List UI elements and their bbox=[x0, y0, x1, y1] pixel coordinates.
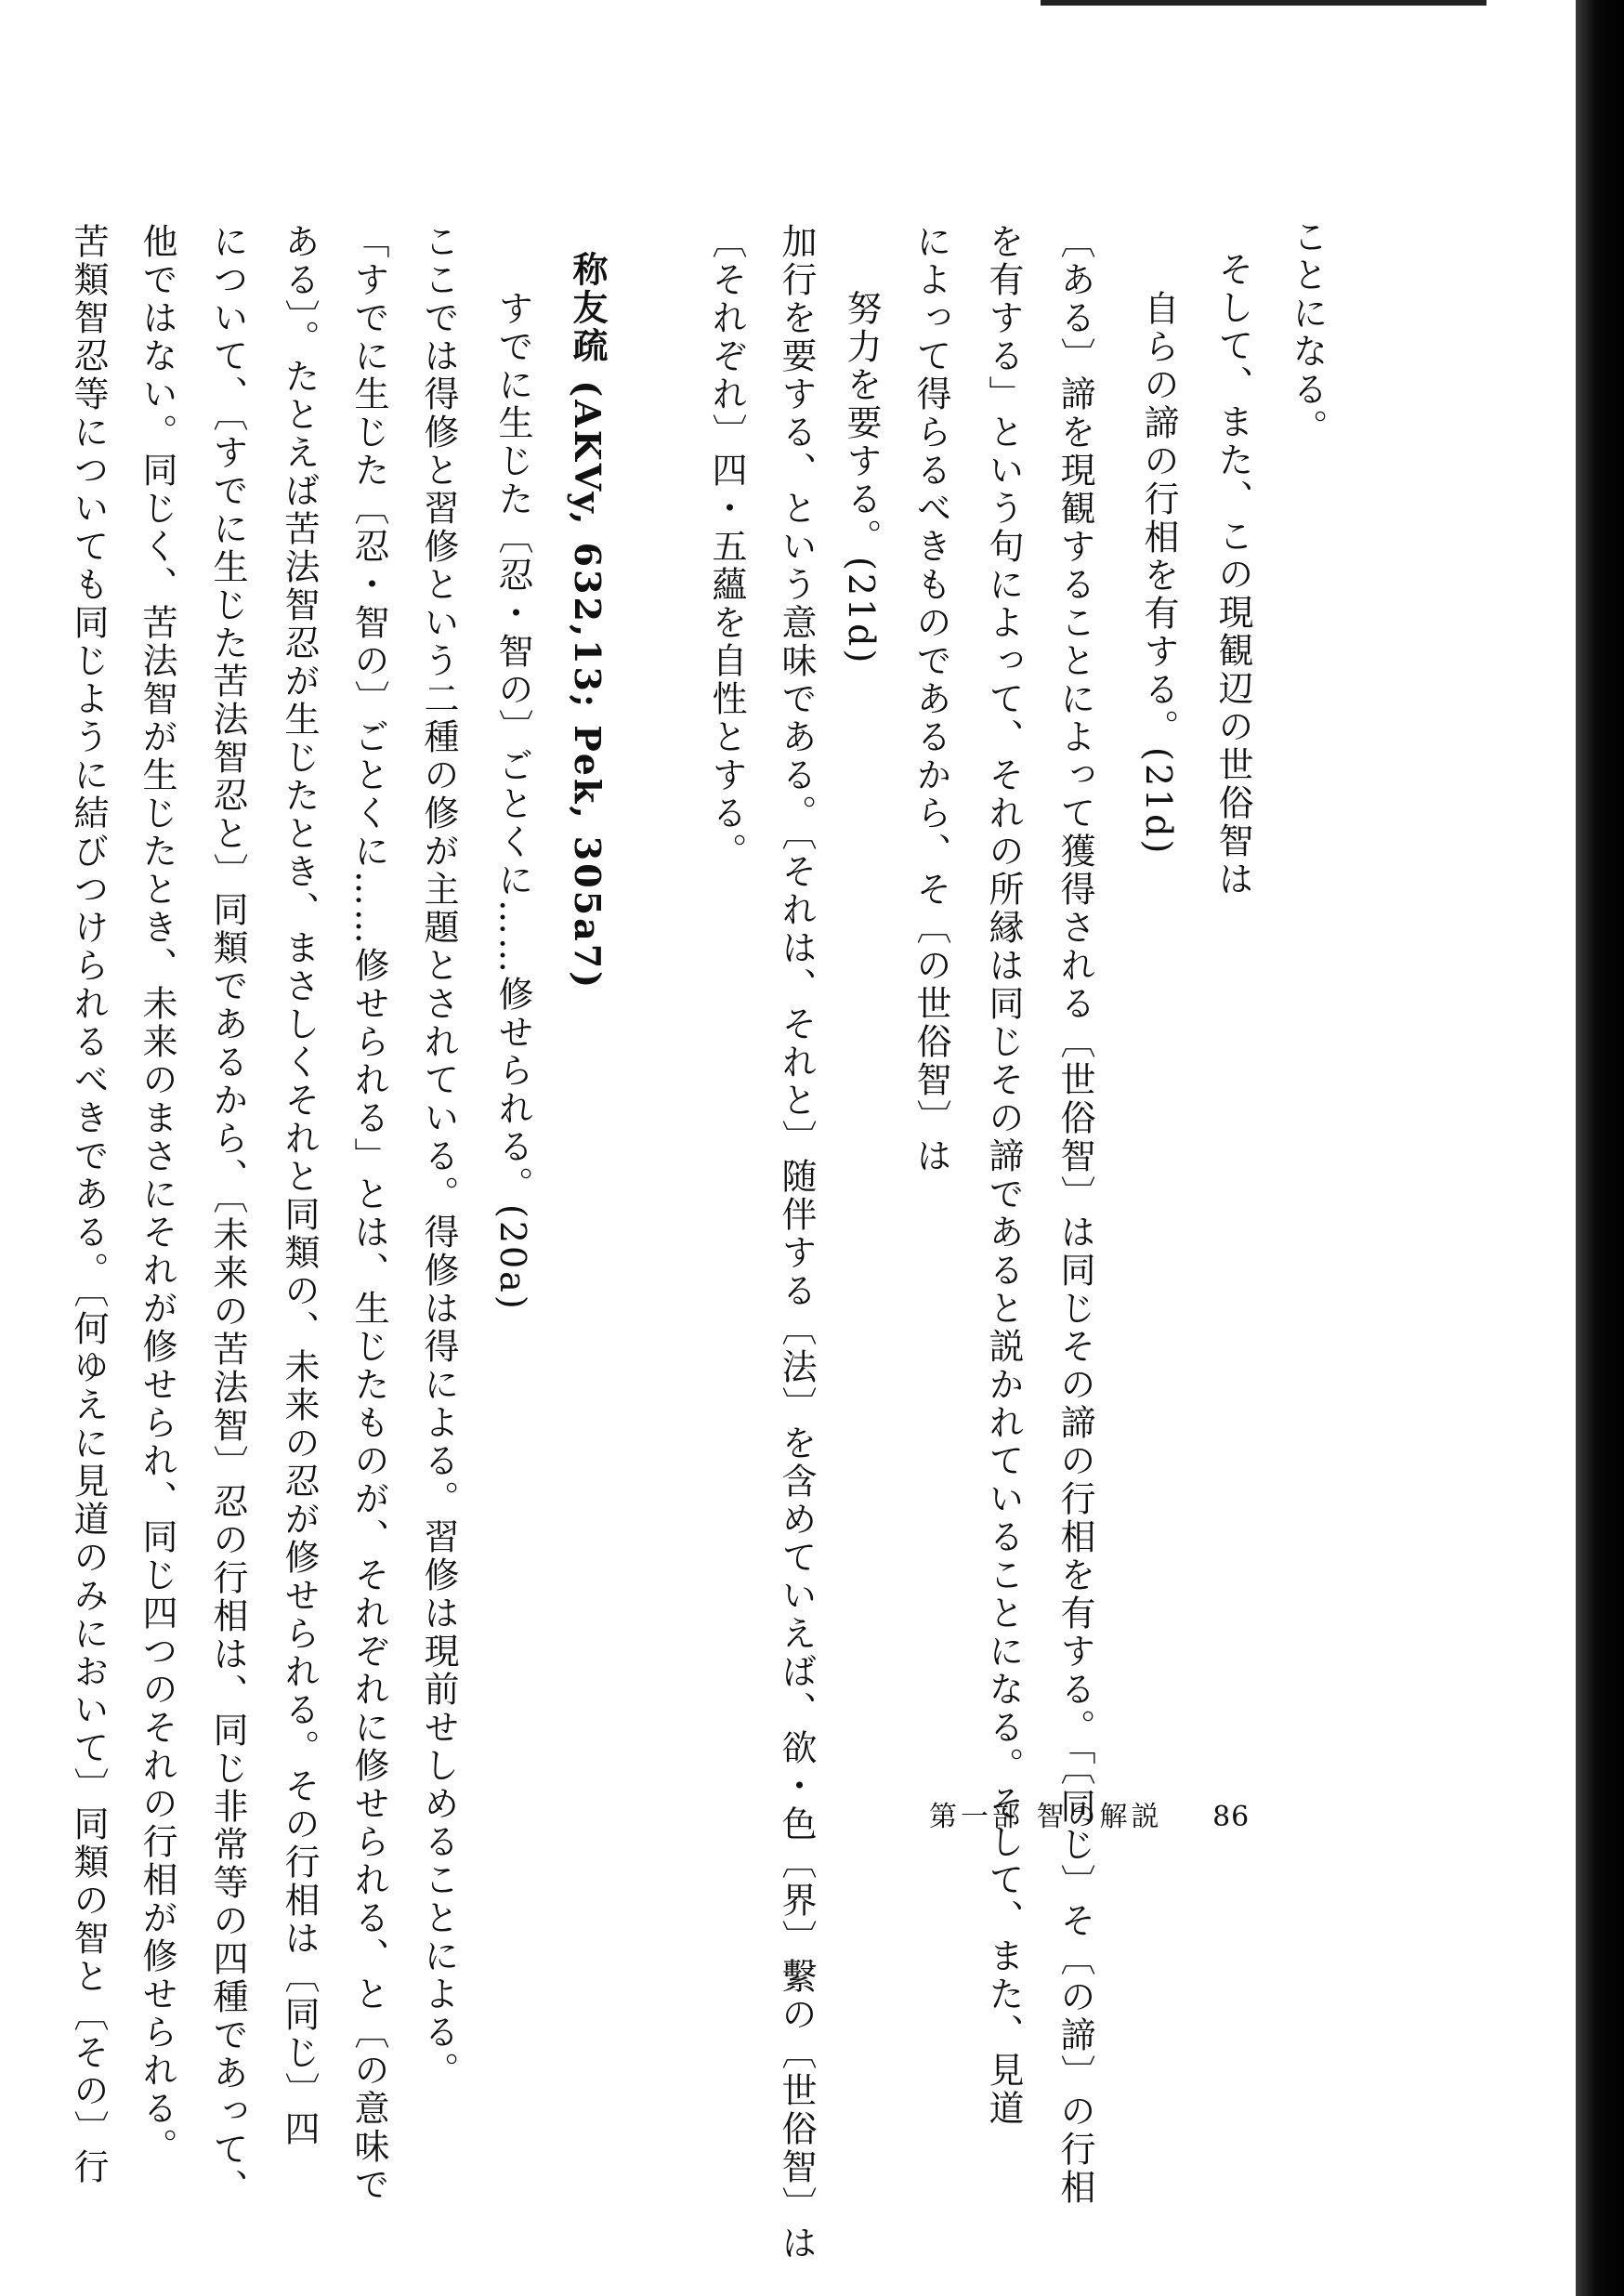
text-line: 自らの諦の行相を有する。(21d) bbox=[1138, 290, 1179, 857]
text-line: ある〕。たとえば苦法智忍が生じたとき、まさしくそれと同類の、未来の忍が修せられる。その行相は〔同じ〕四 bbox=[279, 223, 320, 2148]
scan-top-shadow bbox=[1041, 0, 1486, 6]
text-line: そして、また、この現観辺の世俗智は bbox=[1212, 251, 1253, 899]
page-number: 86 bbox=[1212, 1801, 1251, 1833]
text-line: 加行を要する、という意味である。〔それは、それと〕随伴する〔法〕を含めていえば、欲・色〔界〕繫の〔世俗智〕は bbox=[776, 223, 817, 2263]
text-line: 苦類智忍等についても同じように結びつけられるべきである。〔何ゆえに見道のみにおいて〕同類の智と〔その〕行 bbox=[68, 223, 109, 2186]
text-line: を有する」という句によって、それの所縁は同じその諦であると説かれていることになる。そして、また、見道 bbox=[983, 223, 1024, 2128]
section-heading: 称友疏 (AKVy, 632,13; Pek, 305a7) bbox=[567, 251, 609, 991]
text-line: すでに生じた〔忍・智の〕ごとくに……修せられる。(20a) bbox=[492, 290, 533, 1312]
text-line: ここでは得修と習修という二種の修が主題とされている。得修は得による。習修は現前せしめることによる。 bbox=[418, 223, 459, 2090]
text-line: によって得らるべきものであるから、そ〔の世俗智〕は bbox=[910, 223, 951, 1175]
text-line: 「すでに生じた〔忍・智の〕ごとくに……修せられる」とは、生じたものが、それぞれに修せられる、と〔の意味で bbox=[348, 223, 389, 2204]
text-line: ことになる。 bbox=[1287, 218, 1328, 447]
text-line: 〔ある〕諦を現観することによって獲得される〔世俗智〕は同じその諦の行相を有する。「〔同じ〕そ〔の諦〕の行相 bbox=[1054, 223, 1095, 2207]
page-footer bbox=[929, 1793, 1250, 1834]
text-line: 〔それぞれ〕四・五蘊を自性とする。 bbox=[706, 223, 747, 871]
text-line: について、〔すでに生じた苦法智忍と〕同類であるから、〔未来の苦法智〕忍の行相は、同じ非常等の四種であって、 bbox=[207, 223, 248, 2207]
text-line: 他ではない。同じく、苦法智が生じたとき、未来のまさにそれが修せられ、同じ四つのそれの行相が修せられる。 bbox=[137, 223, 177, 2166]
scan-right-edge bbox=[1576, 0, 1624, 2296]
text-line: 努力を要する。(21d) bbox=[841, 290, 882, 666]
running-head: 第一部 智の解説 bbox=[929, 1801, 1163, 1833]
